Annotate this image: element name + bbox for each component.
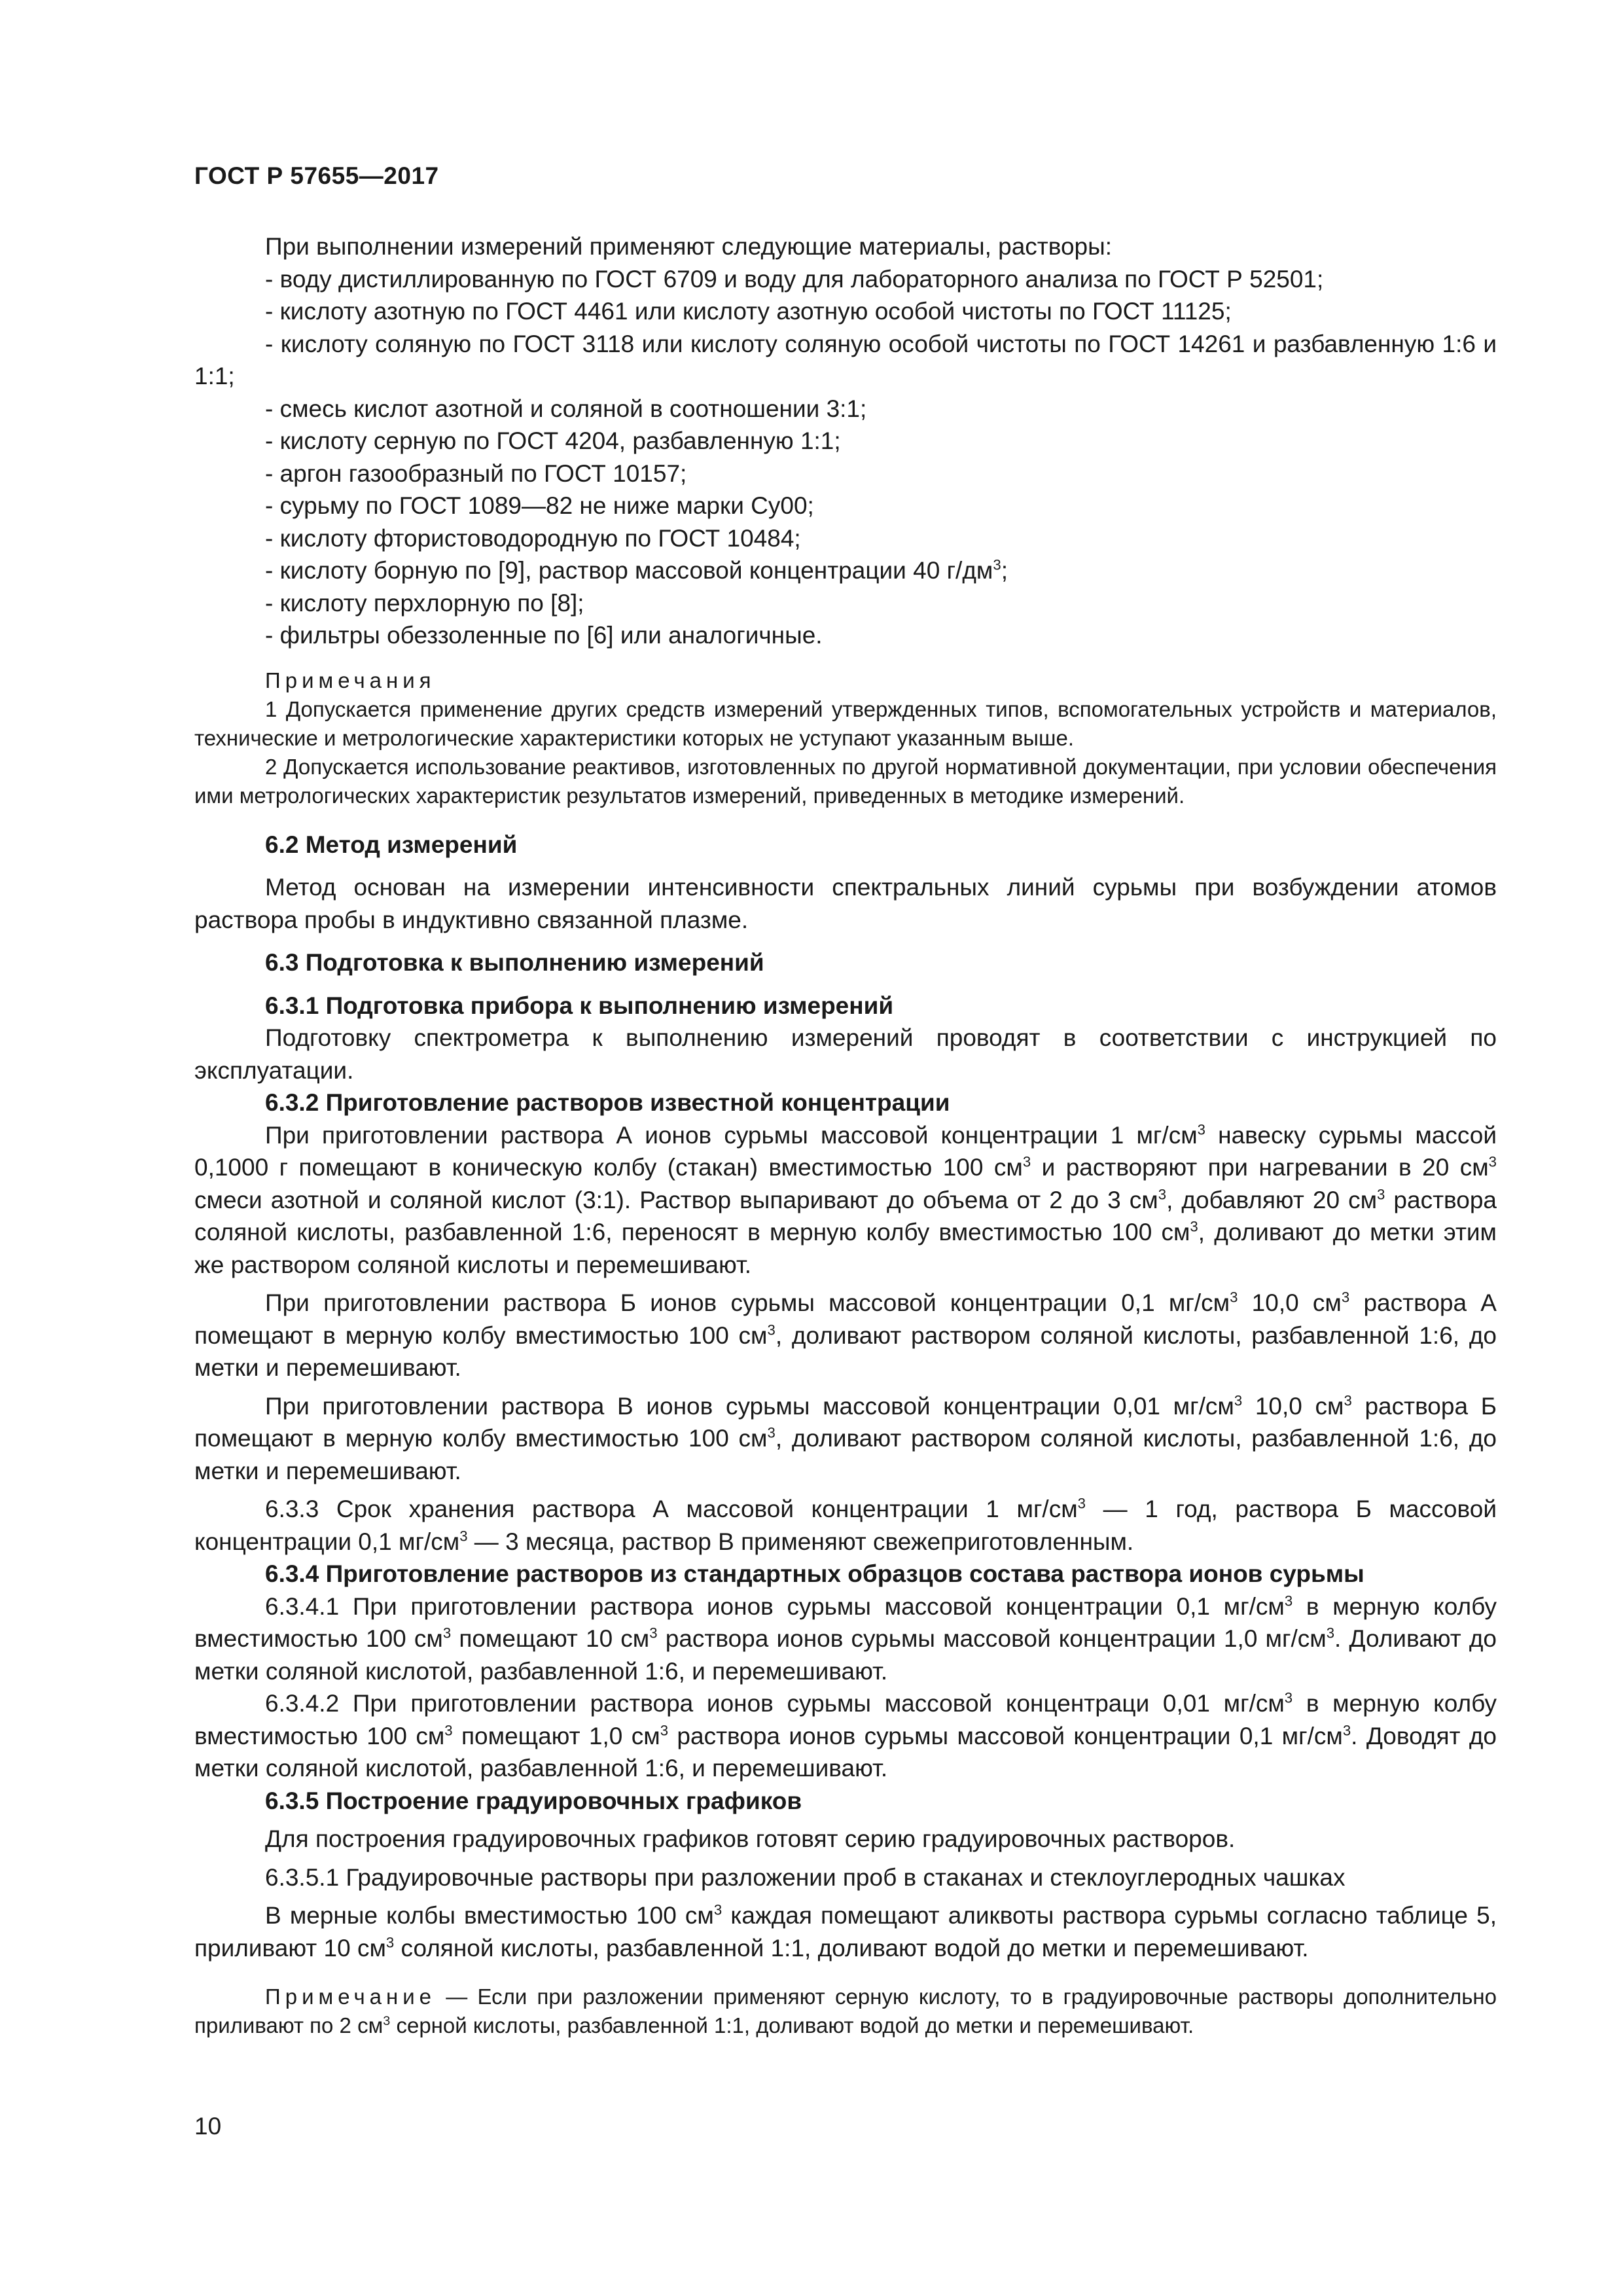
section-heading-6-2: 6.2 Метод измерений [265,831,518,858]
note-label: Примечание [265,1984,437,2009]
list-item: - сурьму по ГОСТ 1089—82 не ниже марки Су00; [265,492,814,519]
page-content [194,230,1497,2040]
list-item: - кислоту перхлорную по [8]; [265,589,584,617]
list-item: - кислоту фтористоводородную по ГОСТ 10484; [265,524,801,552]
list-item: - кислоту соляную по ГОСТ 3118 или кислоту соляную особой чистоты по ГОСТ 14261 и разбавленную 1:6 и 1:1; [194,330,1497,389]
paragraph-aliquots: В мерные колбы вместимостью 100 $см^3$ каждая помещают аликвоты раствора сурьмы согласно таблице 5, приливают 10 $см^3$ соляной кислоты, разбавленной 1:1, доливают водой до метки и перемешивают. [194,1901,1497,1962]
section-heading-6-3-2: 6.3.2 Приготовление растворов известной концентрации [265,1089,950,1116]
list-item: - кислоту азотную по ГОСТ 4461 или кислоту азотную особой чистоты по ГОСТ 11125; [265,298,1232,325]
section-heading-6-3-5: 6.3.5 Построение градуировочных графиков [265,1787,802,1814]
section-heading-6-3-4: 6.3.4 Приготовление растворов из стандартных образцов состава раствора ионов сурьмы [265,1560,1364,1587]
section-heading-6-3-1: 6.3.1 Подготовка прибора к выполнению измерений [265,992,894,1019]
paragraph-solution-b: При приготовлении раствора Б ионов сурьмы массовой концентрации 0,1 $мг/см^3$ 10,0 $см^3$ раствора А помещают в мерную колбу вместимостью 100 $см^3$, доливают раствором соляной кислоты, разбавленной 1:6, до метки и перемешивают. [194,1289,1497,1381]
list-item: - аргон газообразный по ГОСТ 10157; [265,459,687,487]
section-text-6-3-1: Подготовку спектрометра к выполнению измерений проводят в соответствии с инструкцией по эксплуатации. [194,1024,1497,1084]
list-item: - фильтры обеззоленные по [6] или аналогичные. [265,622,823,649]
list-item-boric-acid: - кислоту борную по [9], раствор массовой концентрации 40 $г/дм^3$; [265,556,1008,584]
paragraph-solution-a: При приготовлении раствора А ионов сурьмы массовой концентрации 1 $мг/см^3$ навеску сурьмы массой 0,1000 г помещают в коническую колбу (стакан) вместимостью 100 $см^3$ и растворяют при нагревании в 20 $см^3$ смеси азотной и соляной кислот (3:1). Раствор выпаривают до объема от 2 до 3 $см^3$, добавляют 20 $см^3$ раствора соляной кислоты, разбавленной 1:6, переносят в мерную колбу вместимостью 100 $см^3$, доливают до метки этим же раствором соляной кислоты и перемешивают. [194,1121,1497,1278]
list-item: - смесь кислот азотной и соляной в соотношении 3:1; [265,395,867,422]
list-item: - кислоту серную по ГОСТ 4204, разбавленную 1:1; [265,427,841,454]
section-heading-6-3: 6.3 Подготовка к выполнению измерений [265,949,764,976]
paragraph-6-3-4-2: 6.3.4.2 При приготовлении раствора ионов сурьмы массовой концентраци 0,01 $мг/см^3$ в мерную колбу вместимостью 100 $см^3$ помещают 1,0 $см^3$ раствора ионов сурьмы массовой концентрации 0,1 $мг/см^3$. Доводят до метки соляной кислотой, разбавленной 1:6, и перемешивают. [194,1689,1497,1782]
notes-title: Примечания [265,668,436,692]
paragraph-6-3-3: 6.3.3 Срок хранения раствора А массовой концентрации 1 $мг/см^3$ — 1 год, раствора Б массовой концентрации 0,1 $мг/см^3$ — 3 месяца, раствор В применяют свежеприготовленным. [194,1495,1497,1555]
note-sulfuric-acid: Примечание — Если при разложении применяют серную кислоту, то в градуировочные растворы дополнительно приливают по 2 $см^3$ серной кислоты, разбавленной 1:1, доливают водой до метки и перемешивают. [194,1984,1497,2037]
paragraph-6-3-5-1: 6.3.5.1 Градуировочные растворы при разложении проб в стаканах и стеклоуглеродных чашках [265,1863,1346,1891]
paragraph-solution-v: При приготовлении раствора В ионов сурьмы массовой концентрации 0,01 $мг/см^3$ 10,0 $см^3$ раствора Б помещают в мерную колбу вместимостью 100 $см^3$, доливают раствором соляной кислоты, разбавленной 1:6, до метки и перемешивают. [194,1392,1497,1484]
list-item: - воду дистиллированную по ГОСТ 6709 и воду для лабораторного анализа по ГОСТ Р 52501; [265,265,1324,293]
section-text-6-2: Метод основан на измерении интенсивности спектральных линий сурьмы при возбуждении атомов раствора пробы в индуктивно связанной плазме. [194,874,1497,933]
section-text-6-3-5: Для построения градуировочных графиков готовят серию градуировочных растворов. [265,1825,1236,1852]
note-1: 1 Допускается применение других средств измерений утвержденных типов, вспомогательных устройств и материалов, технические и метрологические характеристики которых не уступают указанным выше. [194,696,1497,750]
materials-intro: При выполнении измерений применяют следующие материалы, растворы: [265,233,1113,260]
paragraph-6-3-4-1: 6.3.4.1 При приготовлении раствора ионов сурьмы массовой концентрации 0,1 $мг/см^3$ в мерную колбу вместимостью 100 $см^3$ помещают 10 $см^3$ раствора ионов сурьмы массовой концентрации 1,0 $мг/см^3$. Доливают до метки соляной кислотой, разбавленной 1:6, и перемешивают. [194,1592,1497,1685]
document-id-header: ГОСТ Р 57655—2017 [194,162,439,189]
note-2: 2 Допускается использование реактивов, изготовленных по другой нормативной документации, при условии обеспечения ими метрологических характеристик результатов измерений, приведенных в методике измерений. [194,754,1497,808]
page-number: 10 [194,2113,222,2140]
